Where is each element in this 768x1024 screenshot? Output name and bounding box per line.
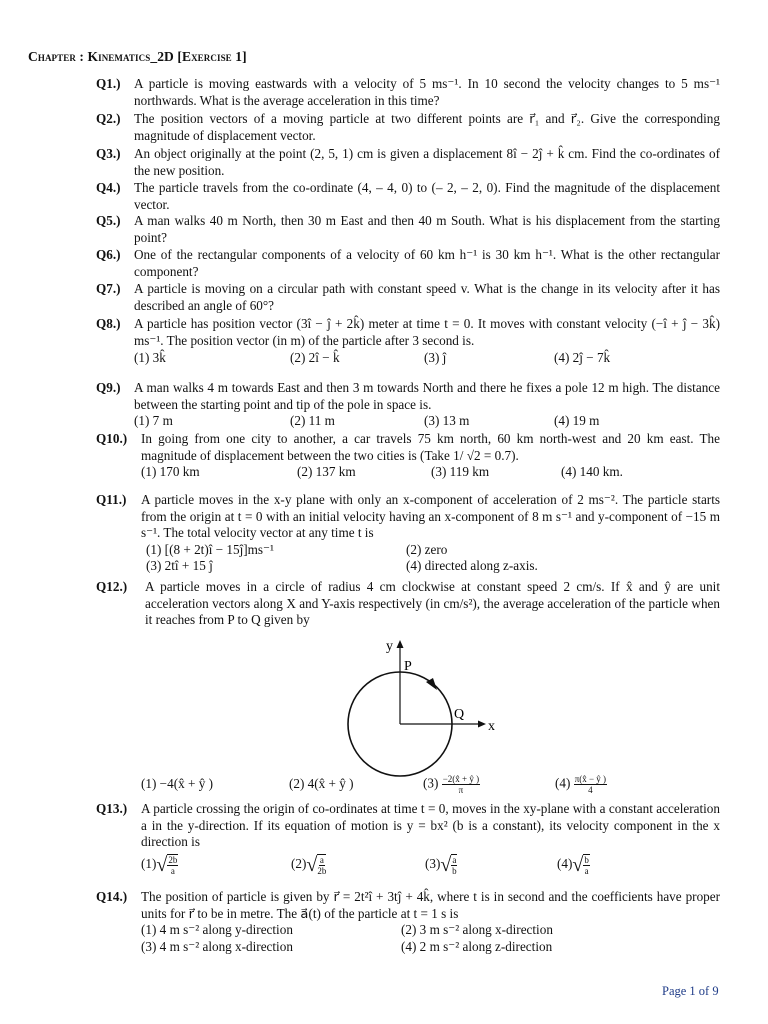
- point-q-label: Q: [454, 707, 465, 722]
- question-text: A particle is moving eastwards with a velocity of 5 ms⁻¹. In 10 second the velocity changes to 5 ms⁻¹ northwards. What is the average acceleration in this time?: [134, 76, 720, 108]
- option-2: (2) 2î − k̂: [290, 350, 340, 366]
- question-number: Q12.): [96, 579, 128, 594]
- option-2: (2) 11 m: [290, 413, 335, 429]
- option-2: (2) 4(x̂ + ŷ ): [289, 776, 354, 792]
- option-2: (2)√ $\frac{a}{2b}$: [291, 854, 327, 876]
- question-5: [96, 213, 720, 246]
- option-4: (4) 19 m: [554, 413, 600, 429]
- question-text: A particle has position vector (3î − ĵ + 2k̂) meter at time t = 0. It moves with constant velocity (−î + ĵ − 3k̂) ms⁻¹. The position vector (in m) of the particle after 3 second is.: [134, 316, 720, 348]
- question-9: [96, 380, 720, 430]
- y-axis-label: y: [386, 639, 393, 654]
- option-1: (1) −4(x̂ + ŷ ): [141, 776, 214, 792]
- question-number: Q14.): [96, 889, 128, 904]
- question-text: A particle crossing the origin of co-ordinates at time t = 0, moves in the xy-plane with a constant acceleration a in the y-direction. If its equation of motion is y = bx² (b is a constant), its velocity component in the x direction is: [141, 801, 720, 850]
- question-number: Q6.): [96, 247, 121, 262]
- option-1: (1) 7 m: [134, 413, 173, 429]
- question-text: An object originally at the point (2, 5, 1) cm is given a displacement 8î − 2ĵ + k̂ cm. Find the co-ordinates of the new position.: [134, 146, 720, 178]
- question-text: A man walks 40 m North, then 30 m East and then 40 m South. What is his displacement from the starting point?: [134, 213, 720, 245]
- question-number: Q9.): [96, 380, 121, 395]
- x-axis-arrow-icon: [478, 721, 486, 728]
- question-text: The particle travels from the co-ordinate (4, – 4, 0) to (– 2, – 2, 0). Find the magnitude of the displacement vector.: [134, 180, 720, 212]
- option-4: (4) directed along z-axis.: [406, 558, 538, 574]
- option-2: (2) 137 km: [297, 464, 356, 480]
- question-text: A man walks 4 m towards East and then 3 m towards North and there he fixes a pole 12 m high. The distance between the starting point and tip of the pole in space is.: [134, 380, 720, 412]
- option-3: (3)√ $\frac{a}{b}$: [425, 854, 457, 876]
- question-6: [96, 247, 720, 280]
- question-number: Q13.): [96, 801, 128, 816]
- question-number: Q4.): [96, 180, 121, 195]
- question-text: The position vectors of a moving particle at two different points are r⃗₁ and r⃗₂. Give the corresponding magnitude of displacement vector.: [134, 111, 720, 143]
- option-3: (3) 4 m s⁻² along x-direction: [141, 938, 293, 954]
- question-7: [96, 281, 720, 314]
- option-4: (4) 140 km.: [561, 464, 623, 480]
- question-text: A particle is moving on a circular path with constant speed v. What is the change in its velocity after it has described an angle of 60°?: [134, 281, 720, 313]
- question-4: [96, 180, 720, 213]
- question-12-options: [141, 774, 701, 795]
- page-number: Page 1 of 9: [662, 984, 719, 998]
- question-8: [96, 316, 720, 367]
- question-number: Q2.): [96, 111, 121, 126]
- option-3: (3) 2tî + 15 ĵ: [146, 558, 213, 574]
- option-3: (3) 13 m: [424, 413, 470, 429]
- question-number: Q1.): [96, 76, 121, 91]
- point-p-label: P: [404, 659, 412, 674]
- question-text: A particle moves in a circle of radius 4 cm clockwise at constant speed 2 cm/s. If x̂ and ŷ are unit acceleration vectors along X and Y-axis respectively (in cm/s²), the average acceleration of the particle when it reaches from P to Q given by: [145, 579, 720, 628]
- question-number: Q10.): [96, 431, 128, 446]
- question-2: [96, 111, 720, 144]
- question-text: The position of particle is given by r⃗ = 2t²î + 3tĵ + 4k̂, where t is in second and the coefficients have proper units for r⃗ to be in metre. The a⃗(t) of the particle at t = 1 s is: [141, 889, 720, 921]
- option-1: (1) 170 km: [141, 464, 200, 480]
- question-11: [96, 492, 720, 575]
- option-4: (4)√ $\frac{b}{a}$: [557, 854, 589, 876]
- option-2: (2) 3 m s⁻² along x-direction: [401, 922, 553, 938]
- question-number: Q7.): [96, 281, 121, 296]
- chapter-heading: Chapter : Kinematics_2D [Exercise 1]: [28, 49, 247, 64]
- question-14: [96, 889, 720, 955]
- option-1: (1)√ $\frac{2b}{a}$: [141, 854, 178, 876]
- question-text: One of the rectangular components of a velocity of 60 km h⁻¹ is 30 km h⁻¹. What is the other rectangular component?: [134, 247, 720, 279]
- option-3: (3) $\frac{-2(x̂ + ŷ )}{\pi}$: [423, 774, 480, 795]
- option-1: (1) 4 m s⁻² along y-direction: [141, 922, 293, 938]
- question-number: Q3.): [96, 146, 121, 161]
- question-13: [96, 801, 720, 851]
- option-4: (4) 2 m s⁻² along z-direction: [401, 938, 553, 954]
- option-3: (3) ĵ: [424, 350, 447, 366]
- y-axis-arrow-icon: [397, 640, 404, 648]
- option-2: (2) zero: [406, 541, 448, 557]
- question-1: [96, 76, 720, 109]
- question-13-options: [141, 854, 701, 876]
- question-3: [96, 146, 720, 179]
- option-4: (4) 2ĵ − 7k̂: [554, 350, 611, 366]
- question-number: Q5.): [96, 213, 121, 228]
- question-number: Q11.): [96, 492, 127, 507]
- option-3: (3) 119 km: [431, 464, 490, 480]
- option-1: (1) 3k̂: [134, 350, 166, 366]
- question-12: [96, 579, 720, 629]
- option-4: (4) $\frac{\pi(x̂ - ŷ )}{4}$: [555, 774, 607, 795]
- option-1: (1) [(8 + 2t)î − 15ĵ]ms⁻¹: [146, 541, 274, 557]
- x-axis-label: x: [488, 719, 495, 734]
- question-text: A particle moves in the x-y plane with only an x-component of acceleration of 2 ms⁻². The particle starts from the origin at t = 0 with an initial velocity having an x-component of 8 m s⁻¹ and y-component of −15 m s⁻¹. The total velocity vector at any time t is: [141, 492, 720, 541]
- question-number: Q8.): [96, 316, 121, 331]
- question-text: In going from one city to another, a car travels 75 km north, 60 km north-west and 20 km east. The magnitude of displacement between the two cities is (Take 1/ √2 = 0.7).: [141, 431, 720, 463]
- circle-diagram: [330, 632, 520, 782]
- question-10: [96, 431, 720, 481]
